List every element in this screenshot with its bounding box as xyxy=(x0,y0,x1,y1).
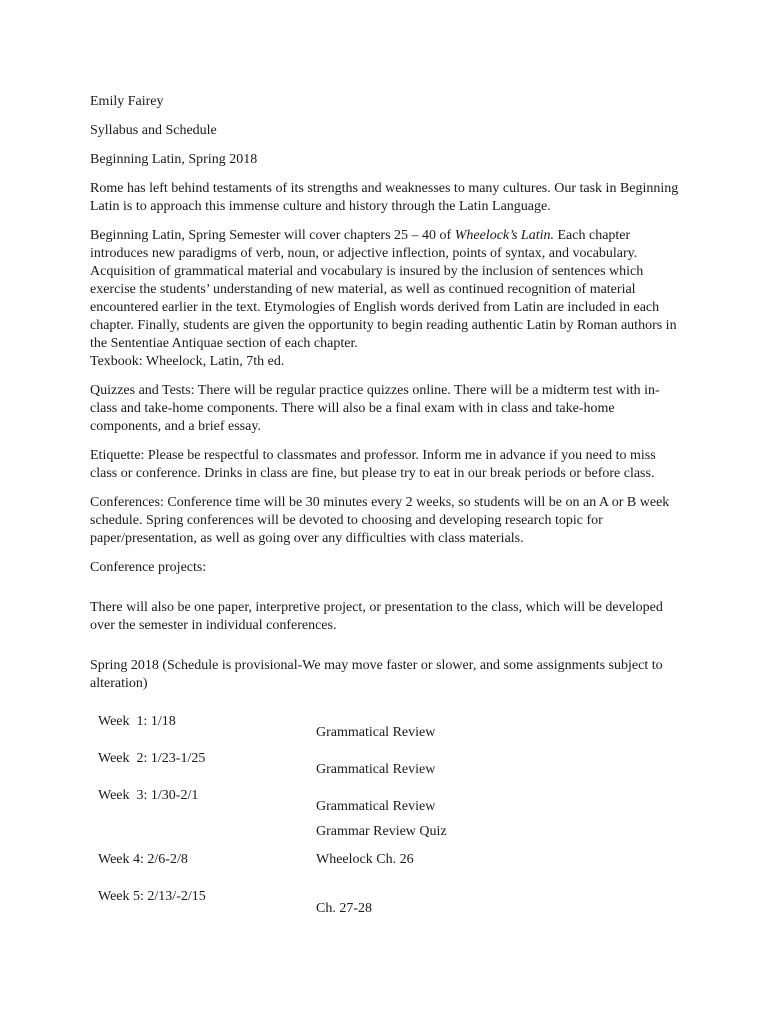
description-after: Each chapter introduces new paradigms of verb, noun, or adjective inflection, points of syntax, and vocabulary. Acquisition of grammatical material and vocabulary is insured by the inclusion of sentences which exercise the students’ understanding of new material, as well as continued recognition of material encountered earlier in the text. Etymologies of English words derived from Latin are included in each chapter. Finally, students are given the opportunity to begin reading authentic Latin by Roman authors in the Sententiae Antiquae section of each chapter. xyxy=(90,228,677,351)
syllabus-document xyxy=(90,93,680,704)
schedule-heading: Spring 2018 (Schedule is provisional-We may move faster or slower, and some assignments subject to alteration) xyxy=(90,658,663,691)
textbook-line: Texbook: Wheelock, Latin, 7th ed. xyxy=(90,354,285,369)
schedule-week: Week 2: 1/23-1/25 xyxy=(98,751,206,766)
schedule-week: Week 5: 2/13/-2/15 xyxy=(98,889,206,904)
schedule-week: Week 3: 1/30-2/1 xyxy=(98,788,199,803)
schedule-week: Week 1: 1/18 xyxy=(98,714,176,729)
course-title: Beginning Latin, Spring 2018 xyxy=(90,152,258,167)
schedule-topic: Grammatical Review xyxy=(316,762,436,777)
schedule-topic: Wheelock Ch. 26 xyxy=(316,852,414,867)
quizzes-paragraph: Quizzes and Tests: There will be regular practice quizzes online. There will be a midterm test with in-class and take-home components. There will also be a final exam with in class and take-home components, and a brief essay. xyxy=(90,383,660,434)
conference-projects-heading: Conference projects: xyxy=(90,560,207,575)
intro-paragraph: Rome has left behind testaments of its strengths and weaknesses to many cultures. Our task in Beginning Latin is to approach this immense culture and history through the Latin Language. xyxy=(90,181,679,214)
schedule-topic: Grammatical Review xyxy=(316,799,436,814)
document-title: Syllabus and Schedule xyxy=(90,123,217,138)
course-description xyxy=(90,227,680,371)
author-name: Emily Fairey xyxy=(90,94,164,109)
conference-projects-paragraph: There will also be one paper, interpretive project, or presentation to the class, which will be developed over the semester in individual conferences. xyxy=(90,600,663,633)
description-before: Beginning Latin, Spring Semester will cover chapters 25 – 40 of xyxy=(90,228,455,243)
etiquette-paragraph: Etiquette: Please be respectful to classmates and professor. Inform me in advance if you need to miss class or conference. Drinks in class are fine, but please try to eat in our break periods or before class. xyxy=(90,448,656,481)
schedule-topic: Ch. 27-28 xyxy=(316,901,372,916)
schedule-topic: Grammar Review Quiz xyxy=(316,824,447,839)
conferences-paragraph: Conferences: Conference time will be 30 minutes every 2 weeks, so students will be on an A or B week schedule. Spring conferences will be devoted to choosing and developing research topic for paper/presentation, as well as going over any difficulties with class materials. xyxy=(90,495,670,546)
schedule-topic: Grammatical Review xyxy=(316,725,436,740)
schedule-week: Week 4: 2/6-2/8 xyxy=(98,852,188,867)
textbook-title-italic: Wheelock’s Latin. xyxy=(454,228,554,243)
